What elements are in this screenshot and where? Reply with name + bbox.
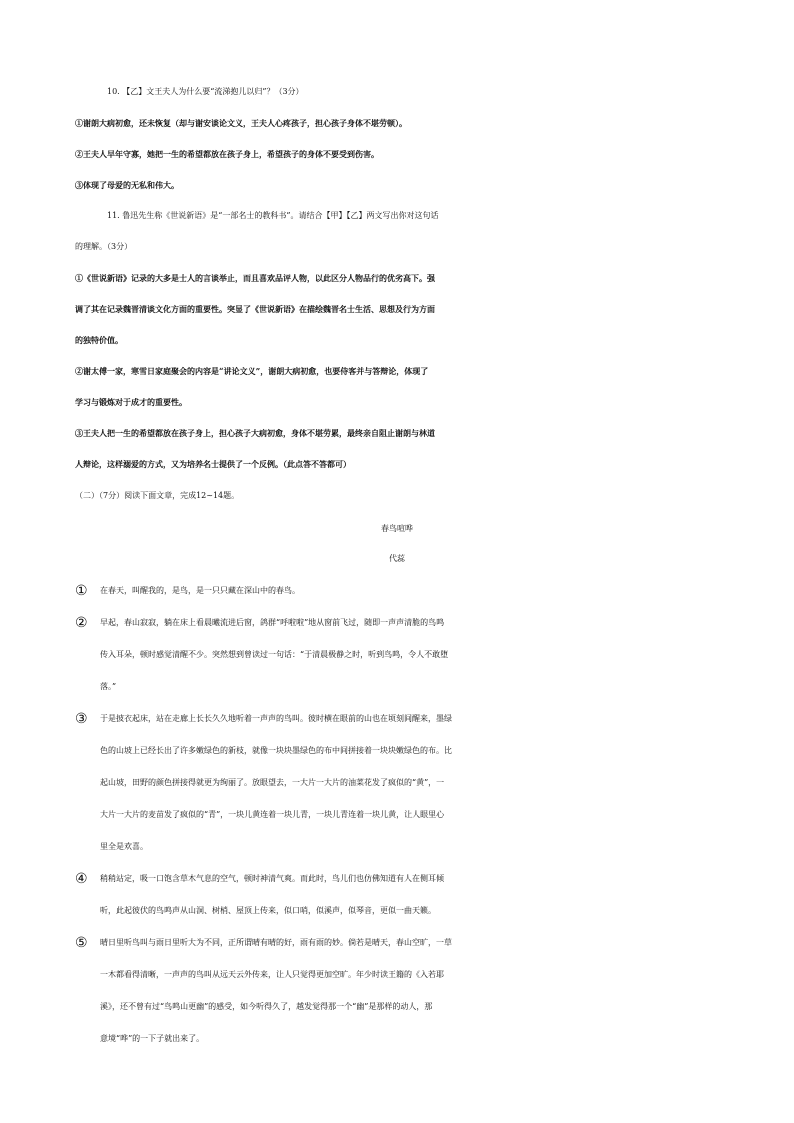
q11-question-line-2: 的理解。（3分） (75, 242, 133, 251)
paragraph-number: ③ (75, 711, 88, 727)
q10-answer-3: ③体现了母爱的无私和伟大。 (75, 180, 179, 190)
section-instruction: （二）（7分）阅读下面文章，完成12~14题。 (75, 491, 240, 500)
paragraph-5-line-4: 意境“哗”的一下子就出来了。 (100, 1034, 205, 1043)
article-author: 代蕊 (389, 554, 405, 563)
q11-answer-line-3: 的独特价值。 (75, 335, 123, 345)
paragraph-3-line-3: 起山坡，田野的颜色拼接得就更为绚丽了。放眼望去，一大片一大片的油菜花发了疯似的“黄”，一 (100, 778, 445, 787)
paragraph-3-line-5: 里全是欢喜。 (100, 842, 148, 851)
paragraph-number: ① (75, 583, 88, 599)
q11-answer-line-6: ③王夫人把一生的希望都放在孩子身上，担心孩子大病初愈，身体不堪劳累，最终亲自阻止谢朗与林道 (75, 428, 435, 438)
paragraph-3-line-1: 于是披衣起床，站在走廊上长长久久地听着一声声的鸟叫。彼时横在眼前的山也在顷刻间醒来，墨绿 (100, 714, 452, 723)
q10-answer-2: ②王夫人早年守寡，她把一生的希望都放在孩子身上，希望孩子的身体不要受到伤害。 (75, 149, 379, 159)
q11-answer-line-2: 调了其在记录魏晋清谈文化方面的重要性。突显了《世说新语》在描绘魏晋名士生活、思想及行为方面 (75, 304, 435, 314)
paragraph-5-line-1: 晴日里听鸟叫与雨日里听大为不同，正所谓晴有晴的好，雨有雨的妙。倘若是晴天，春山空旷，一草 (100, 938, 452, 947)
paragraph-2-line-2: 传入耳朵，顿时感觉清醒不少。突然想到曾读过一句话：“于清晨极静之时，听到鸟鸣，令人不敢堕 (100, 650, 449, 659)
q10-question: 10. 【乙】文王夫人为什么要“流涕抱儿以归”？（3分） (107, 87, 304, 96)
q11-answer-line-4: ②谢太傅一家，寒雪日家庭聚会的内容是“讲论文义”，谢朗大病初愈，也要侍客并与答辩论，体现了 (75, 366, 429, 376)
article-title: 春鸟喧哗 (381, 524, 413, 533)
paragraph-5-line-2: 一木都看得清晰，一声声的鸟叫从远天云外传来，让人只觉得更加空旷。年少时读王籍的《入若耶 (100, 970, 444, 979)
paragraph-5-line-3: 溪》，还不曾有过“鸟鸣山更幽”的感受，如今听得久了，越发觉得那一个“幽”是那样的动人，那 (100, 1002, 433, 1011)
paragraph-2-line-1: 早起，春山寂寂，躺在床上看晨曦流进后窗，鸽群“呼啦啦”地从窗前飞过，随即一声声清脆的鸟鸣 (100, 618, 445, 627)
q11-question-line-1: 11. 鲁迅先生称《世说新语》是“一部名士的教科书”。请结合【甲】【乙】两文写出你对这句话 (107, 211, 439, 220)
q11-answer-line-7: 人辩论，这样溺爱的方式，又为培养名士提供了一个反例。（此点答不答都可） (75, 459, 351, 469)
q11-answer-line-5: 学习与锻炼对于成才的重要性。 (75, 397, 187, 407)
paragraph-4-line-1: 稍稍站定，吸一口饱含草木气息的空气，顿时神清气爽。而此时，鸟儿们也仿佛知道有人在侧耳倾 (100, 874, 444, 883)
q11-answer-line-1: ①《世说新语》记录的大多是士人的言谈举止，而且喜欢品评人物，以此区分人物品行的优劣高下。强 (75, 273, 435, 283)
q10-answer-1: ①谢朗大病初愈，还未恢复（却与谢安谈论文义，王夫人心疼孩子，担心孩子身体不堪劳顿）。 (75, 118, 407, 128)
paragraph-2-line-3: 落。” (100, 682, 117, 691)
paragraph-number: ② (75, 615, 88, 631)
paragraph-number: ④ (75, 871, 88, 887)
paragraph-3-line-4: 大片一大片的麦苗发了疯似的“青”，一块儿黄连着一块儿青，一块儿青连着一块儿黄，让人眼里心 (100, 810, 445, 819)
paragraph-1-line-1: 在春天，叫醒我的，是鸟，是一只只藏在深山中的春鸟。 (100, 586, 300, 595)
paragraph-3-line-2: 色的山坡上已经长出了许多嫩绿色的新枝，就像一块块墨绿色的布中间拼接着一块块嫩绿色的布。比 (100, 746, 452, 755)
paragraph-number: ⑤ (75, 935, 88, 951)
paragraph-4-line-2: 听，此起彼伏的鸟鸣声从山洞、树梢、屋顶上传来，似口哨，似溪声，似琴音，更似一曲天籁。 (100, 906, 436, 915)
